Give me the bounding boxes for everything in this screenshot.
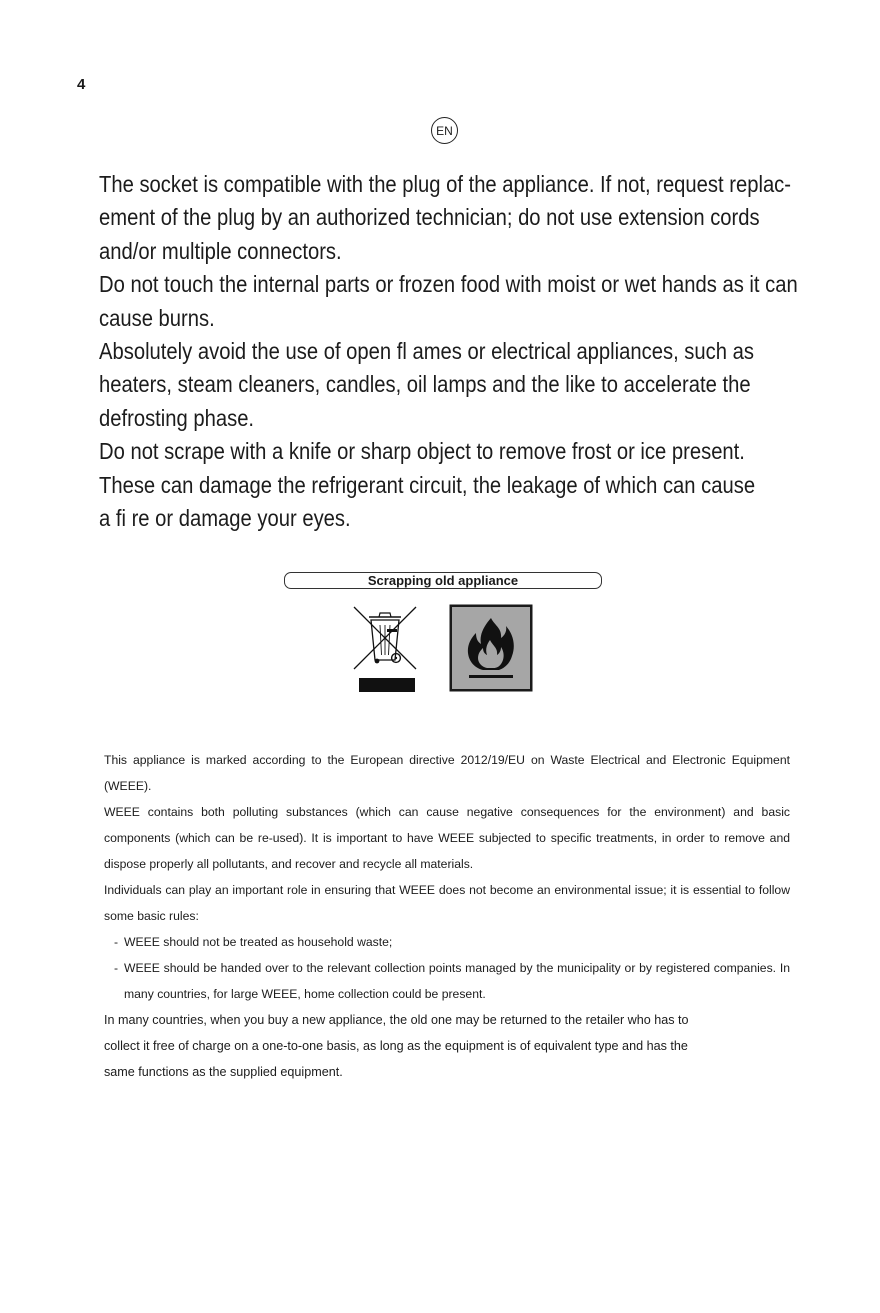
list-item: - WEEE should be handed over to the relevant collection points managed by the municipality or by registered companies. In many countries, for large WEEE, home collection could be present. bbox=[114, 961, 790, 1001]
list-item-text: WEEE should not be treated as household waste; bbox=[124, 935, 393, 949]
list-item-text: WEEE should be handed over to the relevant collection points managed by the municipality or by registered companies. In many countries, for large WEEE, home collection could be present. bbox=[124, 961, 790, 1001]
weee-return-line: In many countries, when you buy a new appliance, the old one may be returned to the retailer who has to bbox=[104, 1013, 689, 1027]
weee-return-paragraph bbox=[104, 1007, 790, 1085]
safety-line: cause burns. bbox=[99, 304, 215, 331]
safety-line: defrosting phase. bbox=[99, 404, 255, 431]
safety-line: Do not touch the internal parts or frozen food with moist or wet hands as it can bbox=[99, 271, 798, 298]
list-item: - WEEE should not be treated as household waste; bbox=[114, 935, 393, 949]
weee-information bbox=[104, 747, 790, 1085]
flammable-flame-icon bbox=[449, 604, 533, 692]
weee-return-line: collect it free of charge on a one-to-one basis, as long as the equipment is of equivalent type and has the bbox=[104, 1039, 688, 1053]
safety-line: These can damage the refrigerant circuit, the leakage of which can cause bbox=[99, 471, 756, 498]
safety-instructions bbox=[99, 168, 798, 535]
language-badge: EN bbox=[431, 117, 458, 144]
section-title-scrapping: Scrapping old appliance bbox=[284, 572, 602, 589]
weee-paragraph: Individuals can play an important role in ensuring that WEEE does not become an environmental issue; it is essential to follow some basic rules: bbox=[104, 883, 790, 923]
safety-line: heaters, steam cleaners, candles, oil lamps and the like to accelerate the bbox=[99, 371, 751, 398]
safety-line: a fi re or damage your eyes. bbox=[99, 505, 351, 532]
safety-line: Do not scrape with a knife or sharp object to remove frost or ice present. bbox=[99, 438, 745, 465]
weee-paragraph: WEEE contains both polluting substances (which can cause negative consequences for the environment) and basic components (which can be re-used). It is important to have WEEE subjected to specific treatments, in order to remove and dispose properly all pollutants, and recover and recycle all materials. bbox=[104, 805, 790, 871]
safety-line: and/or multiple connectors. bbox=[99, 237, 342, 264]
safety-line: The socket is compatible with the plug of the appliance. If not, request replac- bbox=[99, 171, 792, 197]
weee-paragraph: This appliance is marked according to the European directive 2012/19/EU on Waste Electrical and Electronic Equipment (WEEE). bbox=[104, 753, 790, 793]
weee-rules-list bbox=[104, 929, 790, 1007]
page-number: 4 bbox=[77, 76, 86, 93]
weee-return-line: same functions as the supplied equipment. bbox=[104, 1065, 343, 1079]
safety-line: Absolutely avoid the use of open fl ames or electrical appliances, such as bbox=[99, 338, 754, 365]
crossed-out-wheelie-bin-icon bbox=[350, 603, 420, 693]
safety-line: ement of the plug by an authorized technician; do not use extension cords bbox=[99, 204, 760, 231]
